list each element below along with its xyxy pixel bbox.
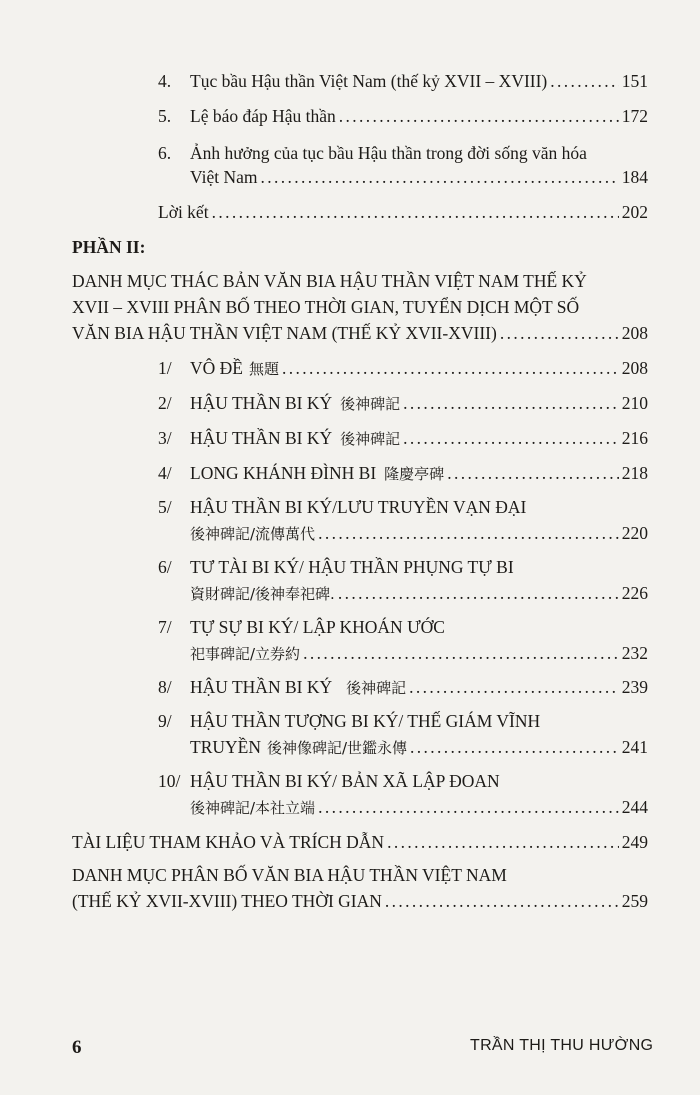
toc-entry-part2[interactable] — [72, 322, 648, 344]
leader-dots — [303, 642, 619, 664]
stele-index: 1/ — [158, 358, 172, 378]
leader-dots — [385, 890, 619, 912]
toc-stele[interactable] — [190, 796, 648, 819]
stele-page: 241 — [621, 737, 648, 757]
toc-entry-catalog[interactable] — [72, 890, 648, 912]
stele-han: 隆慶亭碑 — [384, 465, 445, 483]
stele-page: 218 — [621, 463, 648, 483]
leader-dots — [410, 736, 619, 758]
toc-stele[interactable] — [190, 392, 648, 415]
stele-han: 後神像碑記/世鑑永傳 — [266, 739, 408, 757]
entry-index: 5. — [158, 106, 172, 126]
leader-dots — [500, 322, 619, 344]
stele-index: 4/ — [158, 463, 172, 483]
toc-entry-references[interactable] — [72, 831, 648, 853]
stele-han: 祀事碑記/立券約 — [190, 645, 301, 663]
entry-index: 4. — [158, 71, 172, 91]
entry-page: 249 — [621, 832, 648, 852]
stele-title: TƯ TÀI BI KÝ/ HẬU THẦN PHỤNG TỰ BI — [190, 557, 514, 577]
stele-page: 239 — [621, 677, 648, 697]
stele-title: HẬU THẦN BI KÝ — [190, 428, 333, 448]
toc-stele[interactable] — [190, 522, 648, 545]
stele-index: 8/ — [158, 677, 172, 697]
leader-dots — [318, 522, 619, 544]
leader-dots — [260, 166, 618, 188]
stele-title: HẬU THẦN BI KÝ — [190, 393, 333, 413]
toc-stele[interactable] — [190, 642, 648, 665]
stele-page: 216 — [621, 428, 648, 448]
entry-title: (THẾ KỶ XVII-XVIII) THEO THỜI GIAN — [72, 891, 382, 911]
part-title-line2: XVII – XVIII PHÂN BỐ THEO THỜI GIAN, TUYỂN DỊCH MỘT SỐ — [72, 297, 580, 317]
stele-han: 無題 — [248, 360, 279, 378]
stele-title: LONG KHÁNH ĐÌNH BI — [190, 463, 377, 483]
stele-title: HẬU THẦN BI KÝ/ BẢN XÃ LẬP ĐOAN — [190, 771, 500, 791]
stele-index: 10/ — [158, 771, 181, 791]
leader-dots — [387, 831, 619, 853]
stele-page: 208 — [621, 358, 648, 378]
leader-dots — [318, 796, 619, 818]
leader-dots — [409, 676, 619, 698]
toc-stele[interactable] — [190, 462, 648, 485]
leader-dots — [403, 427, 619, 449]
stele-index: 5/ — [158, 497, 172, 517]
stele-index: 7/ — [158, 617, 172, 637]
stele-index: 3/ — [158, 428, 172, 448]
entry-page: 202 — [621, 202, 648, 222]
toc-entry[interactable] — [190, 70, 648, 92]
stele-page: 232 — [621, 643, 648, 663]
stele-page: 226 — [621, 583, 648, 603]
leader-dots — [550, 70, 618, 92]
toc-stele[interactable] — [190, 427, 648, 450]
toc-stele[interactable] — [190, 736, 648, 759]
stele-title-cont: TRUYỀN — [190, 737, 261, 757]
stele-han: 後神碑記/流傳萬代 — [190, 525, 316, 543]
stele-index: 9/ — [158, 711, 172, 731]
entry-page: 259 — [621, 891, 648, 911]
entry-title: TÀI LIỆU THAM KHẢO VÀ TRÍCH DẪN — [72, 832, 385, 852]
stele-title: VÔ ĐỀ — [190, 358, 243, 378]
entry-page: 172 — [621, 106, 648, 126]
stele-index: 6/ — [158, 557, 172, 577]
stele-page: 210 — [621, 393, 648, 413]
toc-stele[interactable] — [190, 676, 648, 699]
running-footer-author: TRẦN THỊ THU HƯỜNG — [470, 1037, 654, 1054]
part-title-line1: DANH MỤC THÁC BẢN VĂN BIA HẬU THẦN VIỆT NAM THẾ KỶ — [72, 271, 587, 291]
leader-dots — [212, 201, 619, 223]
entry-page: 184 — [621, 167, 648, 187]
entry-page: 208 — [621, 323, 648, 343]
entry-title: Lệ báo đáp Hậu thần — [190, 106, 336, 126]
stele-han: 後神碑記 — [346, 679, 407, 697]
toc-entry[interactable] — [190, 105, 648, 127]
stele-title: HẬU THẦN BI KÝ — [190, 677, 333, 697]
toc-stele[interactable] — [190, 357, 648, 380]
leader-dots — [338, 582, 619, 604]
page-number: 6 — [72, 1037, 82, 1058]
stele-han: 後神碑記/本社立端 — [190, 799, 316, 817]
entry-title-line1: Ảnh hưởng của tục bầu Hậu thần trong đời sống văn hóa — [190, 143, 587, 163]
stele-title: HẬU THẦN BI KÝ/LƯU TRUYỀN VẠN ĐẠI — [190, 497, 527, 517]
entry-page: 151 — [621, 71, 648, 91]
toc-stele[interactable] — [190, 582, 648, 605]
stele-han: 資財碑記/後神奉祀碑. — [190, 585, 335, 603]
catalog-title-line1: DANH MỤC PHÂN BỐ VĂN BIA HẬU THẦN VIỆT NAM — [72, 865, 507, 885]
entry-title: VĂN BIA HẬU THẦN VIỆT NAM (THẾ KỶ XVII-XVIII) — [72, 323, 497, 343]
toc-entry-loi-ket[interactable] — [158, 201, 648, 223]
stele-title: HẬU THẦN TƯỢNG BI KÝ/ THẾ GIÁM VĨNH — [190, 711, 541, 731]
stele-page: 244 — [621, 797, 648, 817]
leader-dots — [339, 105, 619, 127]
entry-title: Tục bầu Hậu thần Việt Nam (thế kỷ XVII – XVIII) — [190, 71, 548, 91]
leader-dots — [282, 357, 619, 379]
stele-page: 220 — [621, 523, 648, 543]
stele-han: 後神碑記 — [340, 430, 401, 448]
leader-dots — [447, 462, 619, 484]
stele-index: 2/ — [158, 393, 172, 413]
leader-dots — [403, 392, 619, 414]
entry-index: 6. — [158, 143, 172, 163]
stele-title: TỰ SỰ BI KÝ/ LẬP KHOÁN ƯỚC — [190, 617, 445, 637]
entry-title: Việt Nam — [190, 167, 258, 187]
stele-han: 後神碑記 — [340, 395, 401, 413]
part-heading: PHẦN II: — [72, 237, 146, 257]
toc-entry[interactable] — [190, 166, 648, 188]
entry-title: Lời kết — [158, 202, 209, 222]
